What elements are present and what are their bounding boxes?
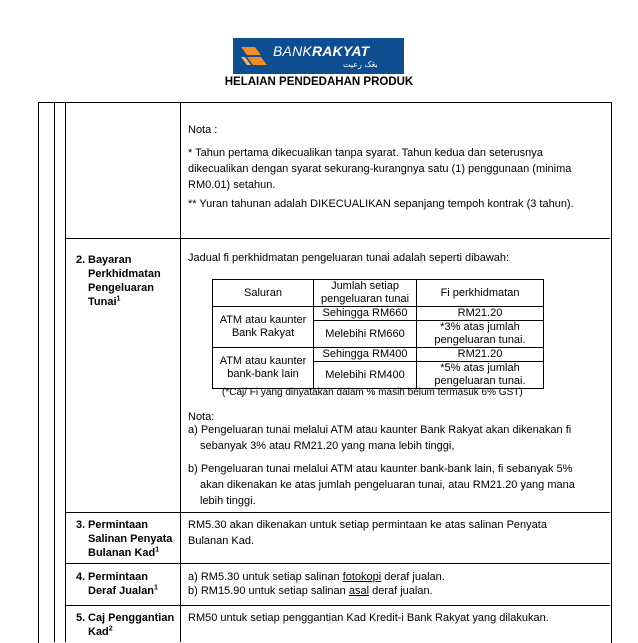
fee-table-fee: *5% atas jumlah pengeluaran tunai. <box>417 362 544 389</box>
bank-rakyat-logo <box>233 38 404 74</box>
row-label-card-replacement: 5. Caj Penggantian Kad$^2$ <box>76 612 175 638</box>
fee-table-fee: RM21.20 <box>417 307 544 321</box>
row-label-sales-draft: 4. Permintaan Deraf Jualan$^1$ <box>76 571 158 597</box>
bank-rakyat-emblem-icon <box>239 43 269 69</box>
fee-table-amount: Melebihi RM400 <box>314 362 417 389</box>
row-divider <box>65 512 610 513</box>
fee-table-channel: ATM atau kaunter Bank Rakyat <box>213 307 314 348</box>
row2-nota-a: a) Pengeluaran tunai melalui ATM atau kaunter Bank Rakyat akan dikenakan fi sebanyak 3% atau RM21.20 yang mana lebih tinggi, <box>188 424 572 452</box>
statement-copy-fee-text: RM5.30 akan dikenakan untuk setiap permintaan ke atas salinan Penyata Bulanan Kad. <box>188 519 547 547</box>
fee-table-amount: Melebihi RM660 <box>314 321 417 348</box>
fee-table-channel: ATM atau kaunter bank-bank lain <box>213 348 314 389</box>
document-title: HELAIAN PENDEDAHAN PRODUK <box>224 76 414 88</box>
table-left-border <box>65 102 66 642</box>
nota-label: Nota : <box>188 124 218 136</box>
sales-draft-fee-b: b) RM15.90 untuk setiap salinan asal deraf jualan. <box>188 585 433 597</box>
logo-wordmark: BANKRAKYAT <box>273 43 370 59</box>
table-margin-line <box>54 102 55 642</box>
fee-table-amount: Sehingga RM660 <box>314 307 417 321</box>
row-divider <box>65 238 610 239</box>
fee-table-fee: *3% atas jumlah pengeluaran tunai. <box>417 321 544 348</box>
fee-table-header-channel: Saluran <box>213 280 314 307</box>
row-label-cash-withdrawal: 2. Bayaran Perkhidmatan Pengeluaran Tunai$^1$ <box>76 254 161 308</box>
row2-nota-b: b) Pengeluaran tunai melalui ATM atau kaunter bank-bank lain, fi sebanyak 5% akan dikenakan ke atas jumlah pengeluaran tunai, atau RM21.20 yang mana lebih tinggi. <box>188 463 575 507</box>
sales-draft-fee-a: a) RM5.30 untuk setiap salinan fotokopi deraf jualan. <box>188 571 445 583</box>
row-divider <box>65 563 610 564</box>
fee-schedule-intro: Jadual fi perkhidmatan pengeluaran tunai adalah seperti dibawah: <box>188 252 510 264</box>
row-divider <box>65 605 610 606</box>
card-replacement-fee-text: RM50 untuk setiap penggantian Kad Kredit-i Bank Rakyat yang dilakukan. <box>188 612 549 624</box>
fee-table-fee: RM21.20 <box>417 348 544 362</box>
fee-table-amount: Sehingga RM400 <box>314 348 417 362</box>
fee-table-footnote: (*Caj/ Fi yang dinyatakan dalam % masih belum termasuk 6% GST) <box>222 387 523 398</box>
row2-nota-label: Nota: <box>188 411 215 423</box>
nota-paragraph-1: * Tahun pertama dikecualikan tanpa syarat. Tahun kedua dan seterusnya dikecualikan dengan syarat sekurang-kurangnya satu (1) penggunaan (minima RM0.01) setahun. <box>188 147 572 191</box>
fee-table-header-amount: Jumlah setiap pengeluaran tunai <box>314 280 417 307</box>
row-label-statement-copy: 3. Permintaan Salinan Penyata Bulanan Kad$^1$ <box>76 519 173 559</box>
fee-table-header-fee: Fi perkhidmatan <box>417 280 544 307</box>
nota-paragraph-2: ** Yuran tahunan adalah DIKECUALIKAN sepanjang tempoh kontrak (3 tahun). <box>188 198 574 210</box>
cash-withdrawal-fee-table <box>212 279 544 389</box>
column-divider <box>180 102 181 642</box>
logo-jawi-text: بڠک رعيت <box>343 60 378 69</box>
